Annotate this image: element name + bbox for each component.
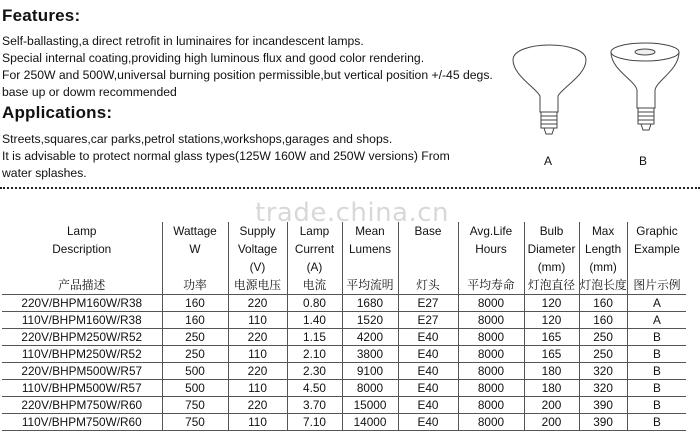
applications-heading: Applications: <box>2 103 113 122</box>
table-cell: 4.50 <box>287 380 342 397</box>
table-cell: E40 <box>398 363 458 380</box>
feature-line: Special internal coating,providing high luminous flux and good color rendering. <box>2 51 425 65</box>
table-cell: 8000 <box>458 312 524 329</box>
table-cell: 220 <box>228 329 287 346</box>
table-cell: 500 <box>162 363 228 380</box>
table-cell: 8000 <box>458 397 524 414</box>
table-cell: B <box>627 380 686 397</box>
header-label: Wattage <box>173 224 217 238</box>
table-cell: E27 <box>398 312 458 329</box>
table-cell: 8000 <box>458 346 524 363</box>
header-cn-cell: 灯头 <box>398 276 458 295</box>
table-cell: 0.80 <box>287 295 342 312</box>
header-label: Graphic <box>636 224 678 238</box>
bulb-a-label: A <box>544 154 553 168</box>
table-cell: E40 <box>398 329 458 346</box>
watermark: trade.china.cn <box>255 198 450 228</box>
table-cell: 120 <box>524 312 579 329</box>
application-line: water splashes. <box>2 166 87 180</box>
table-cell: 165 <box>524 346 579 363</box>
header-cell <box>579 222 627 276</box>
table-cell: 250 <box>162 329 228 346</box>
header-label: Voltage <box>237 242 278 256</box>
table-row <box>2 329 686 346</box>
table-cell: 250 <box>162 346 228 363</box>
header-cell <box>2 222 162 276</box>
header-cell <box>162 222 228 276</box>
header-label: Lamp <box>66 224 97 238</box>
table-cell: 220V/BHPM160W/R38 <box>2 295 162 312</box>
table-cell: 160 <box>162 312 228 329</box>
dotted-divider <box>0 187 700 191</box>
header-cn-cell: 平均寿命 <box>458 276 524 295</box>
header-cn-cell: 电源电压 <box>228 276 287 295</box>
table-cell: 8000 <box>458 295 524 312</box>
table-cell: 160 <box>579 295 627 312</box>
table-cell: 8000 <box>458 363 524 380</box>
table-cell: B <box>627 329 686 346</box>
table-cell: 390 <box>579 397 627 414</box>
table-cell: E40 <box>398 414 458 431</box>
table-cell: 120 <box>524 295 579 312</box>
table-cell: 2.30 <box>287 363 342 380</box>
table-cell: 220V/BHPM500W/R57 <box>2 363 162 380</box>
table-row <box>2 380 686 397</box>
header-label: (A) <box>306 260 323 274</box>
table-cell: 110V/BHPM750W/R60 <box>2 414 162 431</box>
table-cell: 1.40 <box>287 312 342 329</box>
table-cell: 180 <box>524 363 579 380</box>
header-cn-cell: 灯泡长度 <box>579 276 627 295</box>
table-row <box>2 346 686 363</box>
header-label: Max <box>591 224 615 238</box>
table-cell: 200 <box>524 414 579 431</box>
table-cell: 110V/BHPM160W/R38 <box>2 312 162 329</box>
header-label: Diameter <box>527 242 576 256</box>
table-cell: 8000 <box>458 380 524 397</box>
table-row <box>2 397 686 414</box>
table-cell: 250 <box>579 329 627 346</box>
table-cell: 110V/BHPM250W/R52 <box>2 346 162 363</box>
table-cell: 750 <box>162 397 228 414</box>
bulb-drawings <box>500 30 700 170</box>
header-label: (V) <box>249 260 266 274</box>
header-cell <box>228 222 287 276</box>
table-cell: 180 <box>524 380 579 397</box>
table-cell: B <box>627 397 686 414</box>
table-cell: E40 <box>398 380 458 397</box>
header-cn-cell: 平均流明 <box>342 276 398 295</box>
header-label: Base <box>414 224 442 238</box>
application-line: It is advisable to protect normal glass types(125W 160W and 250W versions) From <box>2 149 450 163</box>
header-label: Length <box>585 242 622 256</box>
table-cell: 110 <box>228 414 287 431</box>
header-cn-cell: 电流 <box>287 276 342 295</box>
table-cell: 15000 <box>342 397 398 414</box>
table-cell: B <box>627 346 686 363</box>
table-cell: 160 <box>162 295 228 312</box>
table-cell: 220V/BHPM750W/R60 <box>2 397 162 414</box>
header-cell <box>524 222 579 276</box>
header-cn-cell: 功率 <box>162 276 228 295</box>
header-cell <box>398 222 458 276</box>
header-cell <box>627 222 686 276</box>
table-cell: 390 <box>579 414 627 431</box>
table-cell: 8000 <box>458 414 524 431</box>
table-cell: 110 <box>228 380 287 397</box>
table-cell: 320 <box>579 363 627 380</box>
header-label: Supply <box>239 224 276 238</box>
table-cell: 110V/BHPM500W/R57 <box>2 380 162 397</box>
table-cell: 200 <box>524 397 579 414</box>
header-label: Hours <box>475 242 507 256</box>
table-cell: 3.70 <box>287 397 342 414</box>
bulb-b-drawing <box>611 43 679 130</box>
bulb-illustrations <box>500 30 700 170</box>
table-cell: 2.10 <box>287 346 342 363</box>
application-line: Streets,squares,car parks,petrol stations,workshops,garages and shops. <box>2 132 393 146</box>
feature-line: For 250W and 500W,universal burning position permissible,but vertical position +/-45 degs. <box>2 68 493 82</box>
header-label: (mm) <box>589 260 617 274</box>
header-label: Bulb <box>539 224 564 238</box>
header-cn-cell: 产品描述 <box>2 276 162 295</box>
header-cell <box>342 222 398 276</box>
header-label: W <box>189 242 201 256</box>
table-header-cn-row <box>2 276 686 295</box>
table-cell: 9100 <box>342 363 398 380</box>
header-label: Lumens <box>349 242 391 256</box>
table-cell: 110 <box>228 346 287 363</box>
header-label: Example <box>634 242 680 256</box>
table-cell: E40 <box>398 346 458 363</box>
table-cell: 220V/BHPM250W/R52 <box>2 329 162 346</box>
table-cell: 1.15 <box>287 329 342 346</box>
table-cell: E27 <box>398 295 458 312</box>
table-row <box>2 363 686 380</box>
table-cell: 220 <box>228 295 287 312</box>
table-cell: 500 <box>162 380 228 397</box>
table-header-row <box>2 222 686 276</box>
table-cell: 220 <box>228 397 287 414</box>
feature-line: base up or dowm recommended <box>2 85 177 99</box>
header-label: Current <box>294 242 335 256</box>
features-heading: Features: <box>2 6 81 25</box>
table-cell: E40 <box>398 397 458 414</box>
header-label: Lamp <box>299 224 330 238</box>
table-cell: 750 <box>162 414 228 431</box>
table-cell: A <box>627 295 686 312</box>
header-label: Avg.Life <box>469 224 513 238</box>
header-cell <box>287 222 342 276</box>
table-cell: 110 <box>228 312 287 329</box>
table-cell: 160 <box>579 312 627 329</box>
table-cell: B <box>627 414 686 431</box>
table-row <box>2 414 686 431</box>
table-row <box>2 295 686 312</box>
table-row <box>2 312 686 329</box>
table-cell: 1520 <box>342 312 398 329</box>
header-label: (mm) <box>537 260 566 274</box>
table-cell: 320 <box>579 380 627 397</box>
table-cell: 165 <box>524 329 579 346</box>
table-cell: 250 <box>579 346 627 363</box>
header-label: Mean <box>355 224 385 238</box>
header-cell <box>458 222 524 276</box>
table-cell: 220 <box>228 363 287 380</box>
lamp-spec-table <box>2 222 686 431</box>
feature-line: Self-ballasting,a direct retrofit in luminaires for incandescent lamps. <box>2 34 364 48</box>
table-cell: 8000 <box>342 380 398 397</box>
table-cell: 3800 <box>342 346 398 363</box>
header-label: Description <box>52 242 112 256</box>
table-cell: 14000 <box>342 414 398 431</box>
table-cell: A <box>627 312 686 329</box>
bulb-b-label: B <box>639 154 648 168</box>
table-cell: B <box>627 363 686 380</box>
bulb-a-drawing <box>513 45 586 134</box>
table-cell: 7.10 <box>287 414 342 431</box>
table-cell: 8000 <box>458 329 524 346</box>
header-cn-cell: 灯泡直径 <box>524 276 579 295</box>
table-cell: 1680 <box>342 295 398 312</box>
table-cell: 4200 <box>342 329 398 346</box>
header-cn-cell: 图片示例 <box>627 276 686 295</box>
